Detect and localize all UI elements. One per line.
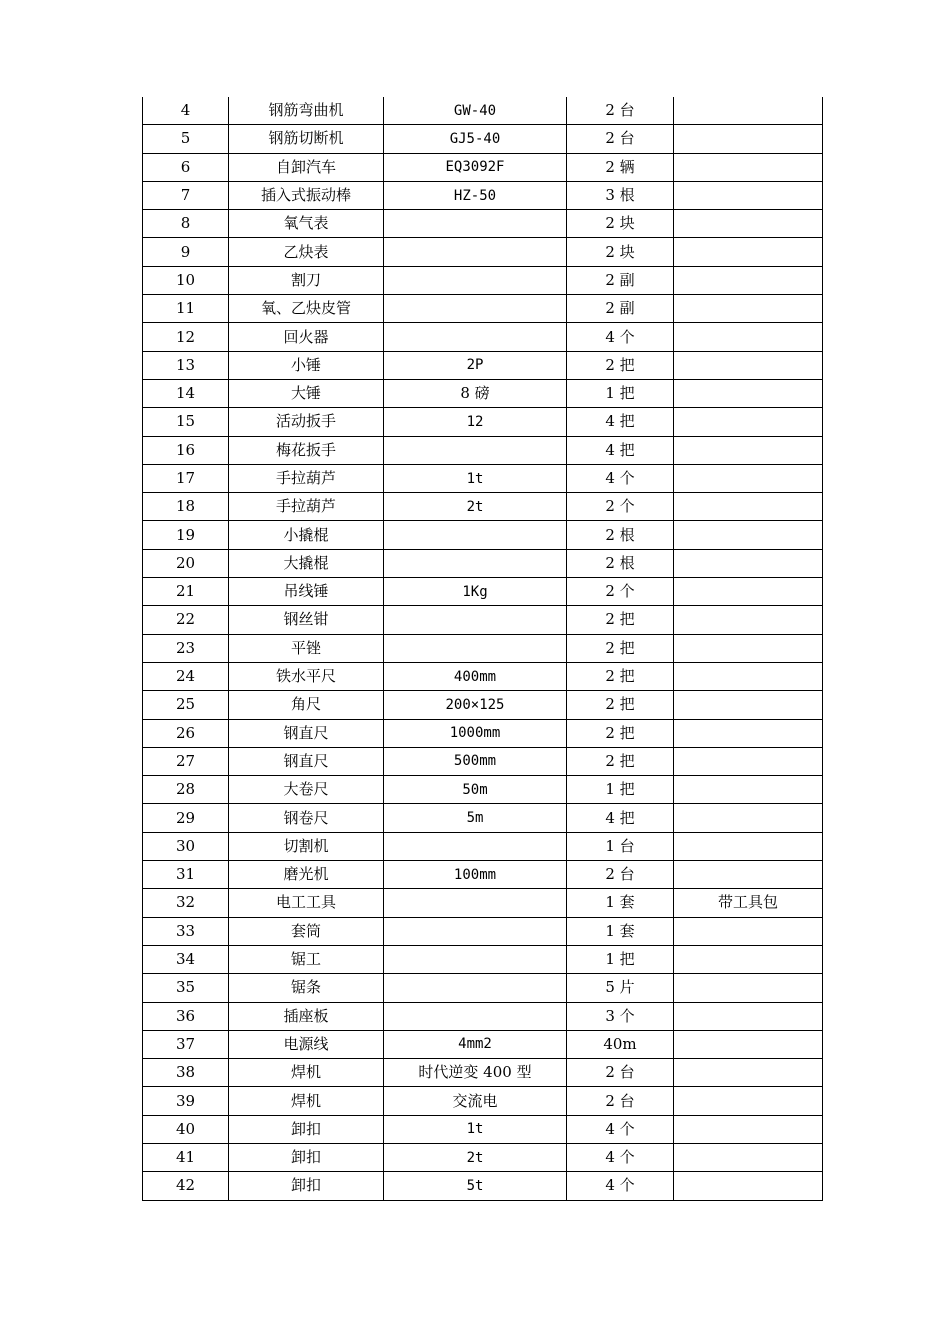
- equipment-name-cell: 锯条: [229, 974, 384, 1002]
- table-row: [143, 379, 823, 407]
- model-spec-cell: 5m: [384, 804, 567, 832]
- equipment-name-cell: 平锉: [229, 634, 384, 662]
- equipment-name-cell: 角尺: [229, 691, 384, 719]
- row-number-cell: 12: [143, 323, 229, 351]
- quantity-cell: 2 台: [567, 1059, 674, 1087]
- table-row: [143, 97, 823, 125]
- remark-cell: [674, 578, 823, 606]
- model-spec-cell: EQ3092F: [384, 153, 567, 181]
- remark-cell: [674, 549, 823, 577]
- equipment-name-cell: 小撬棍: [229, 521, 384, 549]
- equipment-name-cell: 电工工具: [229, 889, 384, 917]
- table-row: [143, 861, 823, 889]
- quantity-cell: 3 根: [567, 181, 674, 209]
- equipment-name-cell: 活动扳手: [229, 408, 384, 436]
- model-spec-cell: 100mm: [384, 861, 567, 889]
- table-row: [143, 832, 823, 860]
- model-spec-cell: [384, 266, 567, 294]
- remark-cell: [674, 776, 823, 804]
- remark-cell: [674, 747, 823, 775]
- row-number-cell: 39: [143, 1087, 229, 1115]
- equipment-name-cell: 吊线锤: [229, 578, 384, 606]
- equipment-name-cell: 氧气表: [229, 210, 384, 238]
- remark-cell: [674, 210, 823, 238]
- table-row: [143, 323, 823, 351]
- equipment-name-cell: 乙炔表: [229, 238, 384, 266]
- equipment-name-cell: 卸扣: [229, 1143, 384, 1171]
- table-row: [143, 1002, 823, 1030]
- row-number-cell: 34: [143, 945, 229, 973]
- model-spec-cell: 5t: [384, 1172, 567, 1200]
- row-number-cell: 18: [143, 493, 229, 521]
- table-row: [143, 945, 823, 973]
- table-row: [143, 917, 823, 945]
- row-number-cell: 9: [143, 238, 229, 266]
- row-number-cell: 23: [143, 634, 229, 662]
- table-row: [143, 464, 823, 492]
- equipment-name-cell: 大撬棍: [229, 549, 384, 577]
- model-spec-cell: GJ5-40: [384, 125, 567, 153]
- remark-cell: [674, 408, 823, 436]
- row-number-cell: 32: [143, 889, 229, 917]
- equipment-name-cell: 铁水平尺: [229, 662, 384, 690]
- table-row: [143, 606, 823, 634]
- quantity-cell: 4 个: [567, 464, 674, 492]
- table-row: [143, 1087, 823, 1115]
- row-number-cell: 29: [143, 804, 229, 832]
- quantity-cell: 4 个: [567, 323, 674, 351]
- row-number-cell: 26: [143, 719, 229, 747]
- quantity-cell: 1 把: [567, 776, 674, 804]
- model-spec-cell: 200×125: [384, 691, 567, 719]
- model-spec-cell: 2t: [384, 493, 567, 521]
- row-number-cell: 7: [143, 181, 229, 209]
- row-number-cell: 42: [143, 1172, 229, 1200]
- row-number-cell: 31: [143, 861, 229, 889]
- quantity-cell: 4 把: [567, 436, 674, 464]
- remark-cell: [674, 1143, 823, 1171]
- remark-cell: [674, 351, 823, 379]
- remark-cell: [674, 1059, 823, 1087]
- equipment-name-cell: 梅花扳手: [229, 436, 384, 464]
- quantity-cell: 2 台: [567, 125, 674, 153]
- row-number-cell: 5: [143, 125, 229, 153]
- quantity-cell: 5 片: [567, 974, 674, 1002]
- model-spec-cell: 12: [384, 408, 567, 436]
- model-spec-cell: [384, 238, 567, 266]
- row-number-cell: 27: [143, 747, 229, 775]
- table-row: [143, 493, 823, 521]
- equipment-name-cell: 锯工: [229, 945, 384, 973]
- table-row: [143, 436, 823, 464]
- table-row: [143, 578, 823, 606]
- table-row: [143, 295, 823, 323]
- table-row: [143, 238, 823, 266]
- model-spec-cell: 50m: [384, 776, 567, 804]
- model-spec-cell: 4mm2: [384, 1030, 567, 1058]
- model-spec-cell: 1t: [384, 464, 567, 492]
- quantity-cell: 40m: [567, 1030, 674, 1058]
- model-spec-cell: [384, 889, 567, 917]
- equipment-name-cell: 钢卷尺: [229, 804, 384, 832]
- quantity-cell: 2 个: [567, 493, 674, 521]
- table-row: [143, 1030, 823, 1058]
- row-number-cell: 36: [143, 1002, 229, 1030]
- remark-cell: [674, 493, 823, 521]
- equipment-name-cell: 手拉葫芦: [229, 464, 384, 492]
- quantity-cell: 2 块: [567, 238, 674, 266]
- row-number-cell: 4: [143, 97, 229, 125]
- equipment-name-cell: 钢直尺: [229, 719, 384, 747]
- model-spec-cell: 500mm: [384, 747, 567, 775]
- remark-cell: [674, 266, 823, 294]
- quantity-cell: 1 把: [567, 379, 674, 407]
- model-spec-cell: 8 磅: [384, 379, 567, 407]
- equipment-name-cell: 磨光机: [229, 861, 384, 889]
- quantity-cell: 2 把: [567, 662, 674, 690]
- equipment-name-cell: 卸扣: [229, 1172, 384, 1200]
- table-row: [143, 549, 823, 577]
- row-number-cell: 21: [143, 578, 229, 606]
- remark-cell: [674, 1115, 823, 1143]
- equipment-name-cell: 焊机: [229, 1087, 384, 1115]
- model-spec-cell: [384, 323, 567, 351]
- quantity-cell: 1 套: [567, 917, 674, 945]
- remark-cell: [674, 1087, 823, 1115]
- table-row: [143, 974, 823, 1002]
- quantity-cell: 2 根: [567, 521, 674, 549]
- model-spec-cell: [384, 945, 567, 973]
- row-number-cell: 22: [143, 606, 229, 634]
- equipment-name-cell: 插座板: [229, 1002, 384, 1030]
- remark-cell: [674, 379, 823, 407]
- row-number-cell: 25: [143, 691, 229, 719]
- remark-cell: [674, 1172, 823, 1200]
- model-spec-cell: [384, 634, 567, 662]
- quantity-cell: 2 副: [567, 266, 674, 294]
- quantity-cell: 2 把: [567, 691, 674, 719]
- table-row: [143, 521, 823, 549]
- row-number-cell: 24: [143, 662, 229, 690]
- quantity-cell: 4 把: [567, 408, 674, 436]
- quantity-cell: 4 个: [567, 1172, 674, 1200]
- equipment-name-cell: 割刀: [229, 266, 384, 294]
- model-spec-cell: 交流电: [384, 1087, 567, 1115]
- row-number-cell: 11: [143, 295, 229, 323]
- table-row: [143, 747, 823, 775]
- remark-cell: [674, 861, 823, 889]
- remark-cell: [674, 662, 823, 690]
- equipment-name-cell: 回火器: [229, 323, 384, 351]
- model-spec-cell: 2P: [384, 351, 567, 379]
- row-number-cell: 6: [143, 153, 229, 181]
- equipment-name-cell: 自卸汽车: [229, 153, 384, 181]
- equipment-table: [142, 97, 823, 1201]
- quantity-cell: 3 个: [567, 1002, 674, 1030]
- model-spec-cell: 400mm: [384, 662, 567, 690]
- model-spec-cell: [384, 549, 567, 577]
- remark-cell: [674, 1030, 823, 1058]
- equipment-name-cell: 大锤: [229, 379, 384, 407]
- quantity-cell: 4 个: [567, 1115, 674, 1143]
- quantity-cell: 2 个: [567, 578, 674, 606]
- quantity-cell: 2 台: [567, 1087, 674, 1115]
- table-row: [143, 153, 823, 181]
- remark-cell: [674, 181, 823, 209]
- quantity-cell: 2 把: [567, 747, 674, 775]
- table-row: [143, 1172, 823, 1200]
- equipment-name-cell: 手拉葫芦: [229, 493, 384, 521]
- row-number-cell: 15: [143, 408, 229, 436]
- remark-cell: [674, 521, 823, 549]
- model-spec-cell: [384, 1002, 567, 1030]
- remark-cell: 带工具包: [674, 889, 823, 917]
- row-number-cell: 8: [143, 210, 229, 238]
- row-number-cell: 38: [143, 1059, 229, 1087]
- row-number-cell: 20: [143, 549, 229, 577]
- quantity-cell: 2 台: [567, 97, 674, 125]
- table-row: [143, 719, 823, 747]
- remark-cell: [674, 606, 823, 634]
- remark-cell: [674, 945, 823, 973]
- quantity-cell: 2 把: [567, 351, 674, 379]
- equipment-name-cell: 钢筋切断机: [229, 125, 384, 153]
- quantity-cell: 1 台: [567, 832, 674, 860]
- row-number-cell: 10: [143, 266, 229, 294]
- quantity-cell: 1 套: [567, 889, 674, 917]
- remark-cell: [674, 974, 823, 1002]
- model-spec-cell: [384, 832, 567, 860]
- model-spec-cell: GW-40: [384, 97, 567, 125]
- table-row: [143, 210, 823, 238]
- quantity-cell: 2 副: [567, 295, 674, 323]
- quantity-cell: 4 把: [567, 804, 674, 832]
- remark-cell: [674, 464, 823, 492]
- model-spec-cell: 1t: [384, 1115, 567, 1143]
- table-row: [143, 1115, 823, 1143]
- remark-cell: [674, 634, 823, 662]
- table-row: [143, 691, 823, 719]
- remark-cell: [674, 917, 823, 945]
- table-row: [143, 1059, 823, 1087]
- table-row: [143, 662, 823, 690]
- remark-cell: [674, 436, 823, 464]
- remark-cell: [674, 691, 823, 719]
- row-number-cell: 41: [143, 1143, 229, 1171]
- equipment-name-cell: 钢丝钳: [229, 606, 384, 634]
- table-row: [143, 125, 823, 153]
- quantity-cell: 2 把: [567, 719, 674, 747]
- equipment-name-cell: 小锤: [229, 351, 384, 379]
- remark-cell: [674, 719, 823, 747]
- quantity-cell: 2 把: [567, 634, 674, 662]
- row-number-cell: 19: [143, 521, 229, 549]
- quantity-cell: 4 个: [567, 1143, 674, 1171]
- model-spec-cell: [384, 917, 567, 945]
- row-number-cell: 40: [143, 1115, 229, 1143]
- equipment-name-cell: 大卷尺: [229, 776, 384, 804]
- equipment-name-cell: 钢直尺: [229, 747, 384, 775]
- quantity-cell: 2 台: [567, 861, 674, 889]
- remark-cell: [674, 238, 823, 266]
- quantity-cell: 2 块: [567, 210, 674, 238]
- remark-cell: [674, 153, 823, 181]
- quantity-cell: 2 把: [567, 606, 674, 634]
- table-row: [143, 181, 823, 209]
- table-row: [143, 408, 823, 436]
- row-number-cell: 37: [143, 1030, 229, 1058]
- quantity-cell: 2 根: [567, 549, 674, 577]
- row-number-cell: 16: [143, 436, 229, 464]
- equipment-name-cell: 插入式振动棒: [229, 181, 384, 209]
- quantity-cell: 2 辆: [567, 153, 674, 181]
- row-number-cell: 35: [143, 974, 229, 1002]
- equipment-name-cell: 卸扣: [229, 1115, 384, 1143]
- model-spec-cell: 时代逆变 400 型: [384, 1059, 567, 1087]
- row-number-cell: 13: [143, 351, 229, 379]
- table-row: [143, 266, 823, 294]
- row-number-cell: 33: [143, 917, 229, 945]
- remark-cell: [674, 323, 823, 351]
- row-number-cell: 30: [143, 832, 229, 860]
- equipment-name-cell: 切割机: [229, 832, 384, 860]
- row-number-cell: 14: [143, 379, 229, 407]
- table-row: [143, 634, 823, 662]
- model-spec-cell: [384, 436, 567, 464]
- remark-cell: [674, 804, 823, 832]
- model-spec-cell: 1000mm: [384, 719, 567, 747]
- model-spec-cell: [384, 521, 567, 549]
- model-spec-cell: 2t: [384, 1143, 567, 1171]
- row-number-cell: 28: [143, 776, 229, 804]
- quantity-cell: 1 把: [567, 945, 674, 973]
- model-spec-cell: [384, 295, 567, 323]
- remark-cell: [674, 832, 823, 860]
- equipment-name-cell: 电源线: [229, 1030, 384, 1058]
- remark-cell: [674, 125, 823, 153]
- model-spec-cell: [384, 210, 567, 238]
- table-row: [143, 804, 823, 832]
- equipment-table-body: [143, 97, 823, 1200]
- equipment-name-cell: 焊机: [229, 1059, 384, 1087]
- remark-cell: [674, 1002, 823, 1030]
- model-spec-cell: 1Kg: [384, 578, 567, 606]
- table-row: [143, 776, 823, 804]
- remark-cell: [674, 97, 823, 125]
- remark-cell: [674, 295, 823, 323]
- table-row: [143, 889, 823, 917]
- equipment-name-cell: 钢筋弯曲机: [229, 97, 384, 125]
- table-row: [143, 1143, 823, 1171]
- equipment-name-cell: 套筒: [229, 917, 384, 945]
- table-row: [143, 351, 823, 379]
- model-spec-cell: [384, 974, 567, 1002]
- model-spec-cell: [384, 606, 567, 634]
- equipment-name-cell: 氧、乙炔皮管: [229, 295, 384, 323]
- row-number-cell: 17: [143, 464, 229, 492]
- model-spec-cell: HZ-50: [384, 181, 567, 209]
